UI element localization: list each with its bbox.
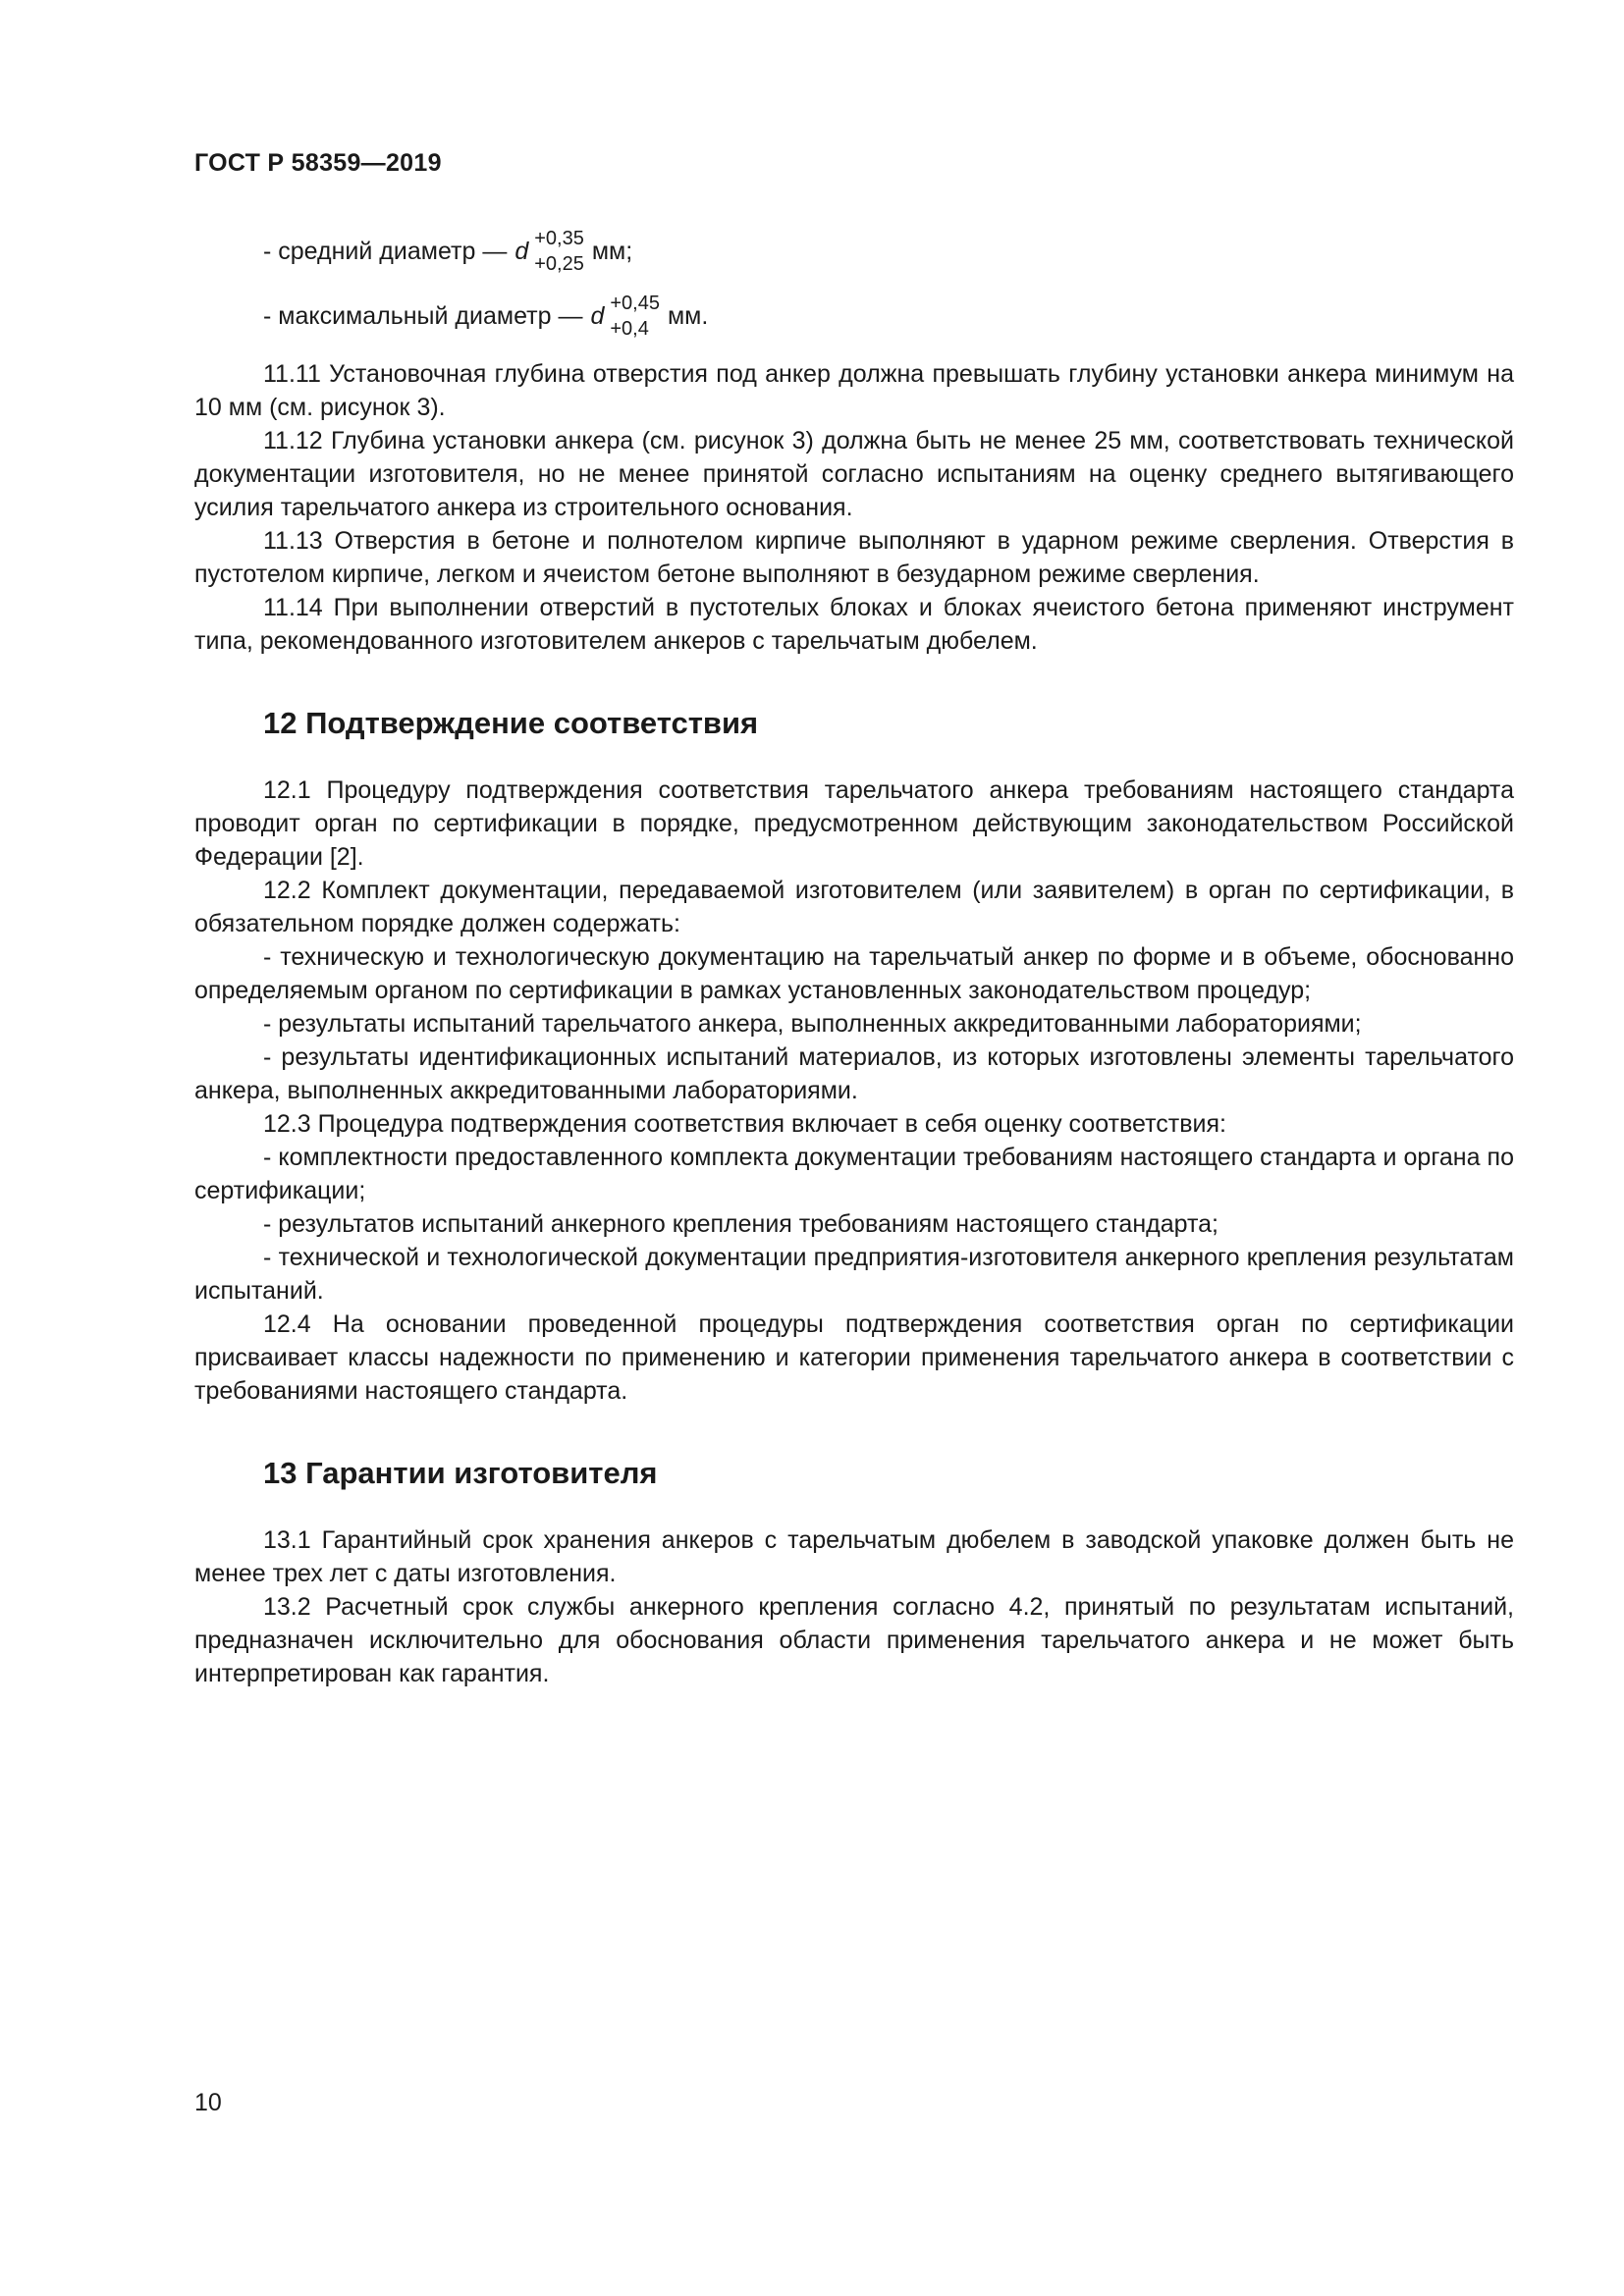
tolerance-lower: +0,4 [610,318,649,340]
formula-mean-diameter [263,228,1514,275]
tolerance-stack [534,230,584,273]
list-item: - результаты испытаний тарельчатого анкера, выполненных аккредитованными лабораториями; [263,1010,1362,1038]
paragraph-11-11: 11.11 Установочная глубина отверстия под анкер должна превышать глубину установки анкера минимум на 10 мм (см. рисунок 3). [194,360,1514,421]
paragraph-11-14: 11.14 При выполнении отверстий в пустотелых блоках и блоках ячеистого бетона применяют инструмент типа, рекомендованного изготовителем анкеров с тарельчатым дюбелем. [194,594,1514,655]
formula-unit: мм; [591,238,633,265]
document-body [194,228,1514,1690]
paragraph-13-2: 13.2 Расчетный срок службы анкерного крепления согласно 4.2, принятый по результатам испытаний, предназначен исключительно для обоснования области применения тарельчатого анкера и не может быть интерпретирован как гарантия. [194,1593,1514,1687]
tolerance-upper: +0,45 [610,293,660,314]
section-12-heading: 12 Подтверждение соответствия [263,706,759,740]
formula-max-diameter [263,293,1514,340]
list-item: - результатов испытаний анкерного крепления требованиям настоящего стандарта; [263,1210,1218,1238]
list-item: - комплектности предоставленного комплекта документации требованиям настоящего стандарта и органа по сертификации; [194,1144,1514,1204]
paragraph-11-13: 11.13 Отверстия в бетоне и полнотелом кирпиче выполняют в ударном режиме сверления. Отверстия в пустотелом кирпиче, легком и ячеистом бетоне выполняют в безударном режиме сверления. [194,527,1514,588]
tolerance-upper: +0,35 [534,228,584,249]
paragraph-12-3: 12.3 Процедура подтверждения соответствия включает в себя оценку соответствия: [263,1110,1226,1138]
formula-variable: d [590,302,605,330]
paragraph-12-2: 12.2 Комплект документации, передаваемой изготовителем (или заявителем) в орган по сертификации, в обязательном порядке должен содержать: [194,877,1514,937]
paragraph-12-4: 12.4 На основании проведенной процедуры подтверждения соответствия орган по сертификации присваивает классы надежности по применению и категории применения тарельчатого анкера в соответствии с требованиями настоящего стандарта. [194,1310,1514,1405]
list-item: - результаты идентификационных испытаний материалов, из которых изготовлены элементы тарельчатого анкера, выполненных аккредитованными лабораториями. [194,1043,1514,1104]
list-item: - техническую и технологическую документацию на тарельчатый анкер по форме и в объеме, обоснованно определяемым органом по сертификации в рамках установленных законодательством процедур; [194,943,1514,1004]
paragraph-13-1: 13.1 Гарантийный срок хранения анкеров с тарельчатым дюбелем в заводской упаковке должен быть не менее трех лет с даты изготовления. [194,1526,1514,1587]
formula-label: - средний диаметр — [263,238,508,265]
page-number: 10 [194,2089,222,2116]
formula-variable: d [514,238,529,265]
tolerance-lower: +0,25 [534,253,584,275]
list-item: - технической и технологической документации предприятия-изготовителя анкерного крепления результатам испытаний. [194,1244,1514,1305]
section-13-heading: 13 Гарантии изготовителя [263,1456,658,1490]
paragraph-12-1: 12.1 Процедуру подтверждения соответствия тарельчатого анкера требованиям настоящего стандарта проводит орган по сертификации в порядке, предусмотренном действующим законодательством Российской Федерации [2]. [194,776,1514,871]
tolerance-stack [610,294,660,338]
formula-label: - максимальный диаметр — [263,302,583,330]
formula-unit: мм. [667,302,709,330]
standard-code-header: ГОСТ Р 58359—2019 [194,149,442,177]
paragraph-11-12: 11.12 Глубина установки анкера (см. рисунок 3) должна быть не менее 25 мм, соответствовать технической документации изготовителя, но не менее принятой согласно испытаниям на оценку среднего вытягивающего усилия тарельчатого анкера из строительного основания. [194,427,1514,521]
